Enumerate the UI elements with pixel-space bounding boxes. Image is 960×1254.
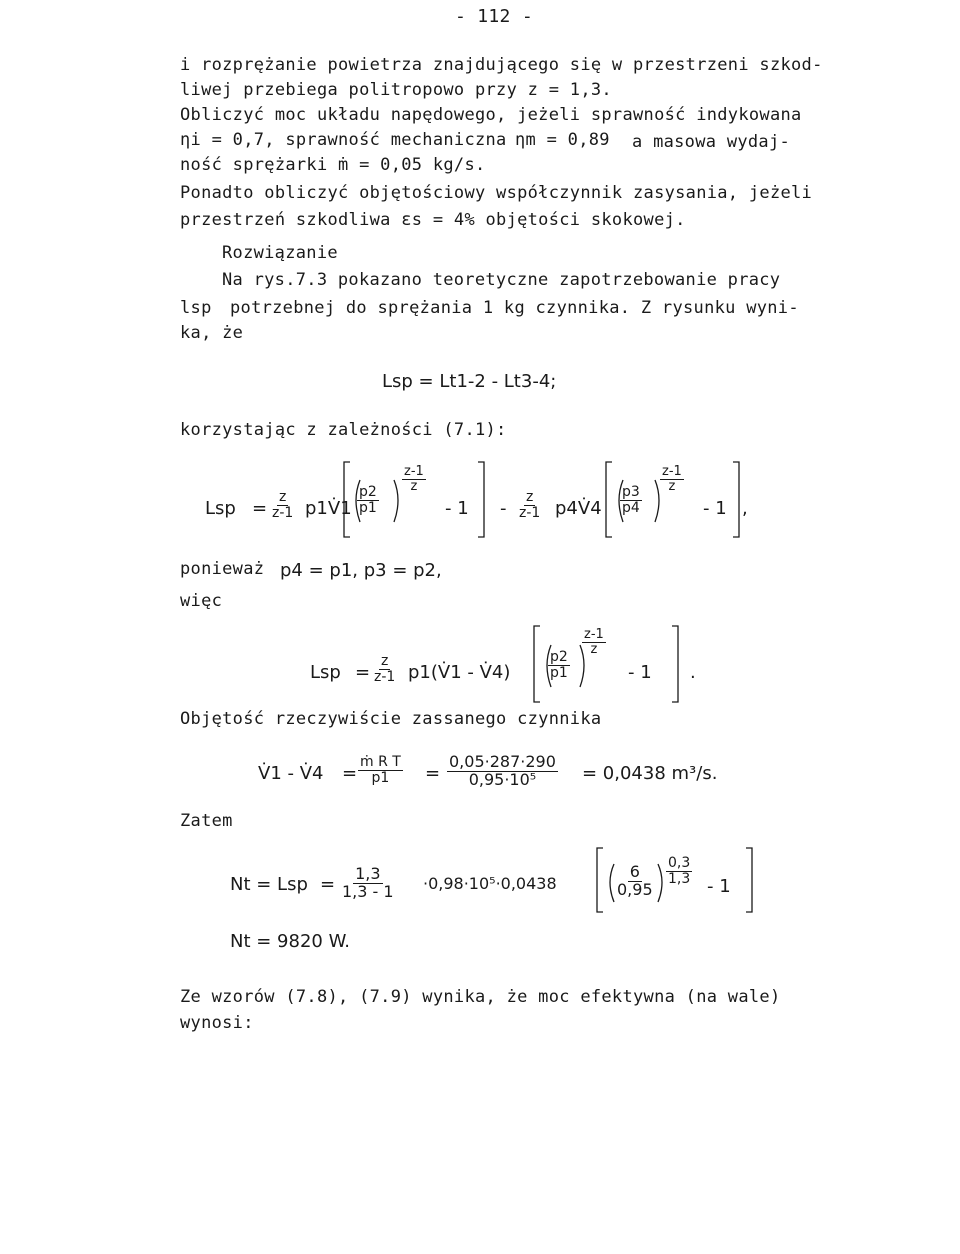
eq6-ratio-den: 0,95 [617,879,653,899]
eq6-ratio-num: 6 [629,862,640,881]
text-line-7: przestrzeń szkodliwa εs = 4% objętości skokowej. [180,210,686,230]
heading-rozwiazanie: Rozwiązanie [222,243,338,263]
text-line-9a: lsp [180,298,212,318]
equation-1: Lsp = Lt1-2 - Lt3-4; [382,371,557,392]
eq6-bracket-left [597,848,603,912]
eq2-ratio-2-den: p4 [622,499,640,516]
text-line-2: liwej przebiega politropowo przy z = 1,3. [180,80,612,100]
text-line-17: wynosi: [180,1013,254,1033]
eq5-lhs: V̇1 - V̇4 [258,763,324,784]
text-line-9b: potrzebnej do sprężania 1 kg czynnika. Z rysunku wyni- [230,298,799,318]
eq2-paren-2-right [655,480,659,522]
eq4-bracket-right [672,626,678,702]
eq2-minus-one-2: - 1 [703,498,727,519]
eq4-ratio-den: p1 [550,664,568,681]
page-number: - 112 - [455,6,533,27]
eq4-ratio-num: p2 [550,649,568,665]
text-line-14: Objętość rzeczywiście zassanego czynnika [180,709,602,729]
eq5-frac-1-num: ṁ R T [360,754,401,770]
text-line-13: więc [180,591,223,611]
eq2-paren-1-right [394,480,398,522]
eq2-minus-one-1: - 1 [445,498,469,519]
text-line-3: Obliczyć moc układu napędowego, jeżeli sprawność indykowana [180,105,802,125]
eq2-exp-2-den: z [668,478,676,494]
eq2-term2: p4V̇4 [555,498,602,519]
eq2-exp-1-num: z-1 [404,464,424,479]
eq5-equals-1: = [342,763,358,784]
eq2-bracket-2-left [606,462,612,537]
eq5-frac-1-den: p1 [371,769,390,786]
eq6-frac-den: 1,3 - 1 [342,881,394,901]
eq6-frac-num: 1,3 [355,864,381,883]
eq2-frac-1-den: z-1 [272,504,294,521]
eq2-ratio-2-num: p3 [622,484,640,500]
eq2-frac-2-den: z-1 [519,504,541,521]
eq6-mid: ·0,98·10⁵·0,0438 [423,874,557,893]
eq2-bracket-1-left [344,462,350,537]
eq5-equals-2: = [425,763,441,784]
eq4-paren-right [580,645,584,687]
eq2-paren-1-left [356,480,360,522]
text-line-10: ka, że [180,323,244,343]
eq6-tail: - 1 [707,876,731,897]
text-line-4c: a masowa wydaj- [632,132,791,152]
equation-3: p4 = p1, p3 = p2, [280,560,442,581]
eq2-term1: p1V̇1 [305,498,352,519]
eq4-frac-num: z [380,653,389,669]
eq4-minus-one: - 1 [628,662,652,683]
eq2-exp-1-den: z [410,478,418,494]
eq2-equals: = [252,498,268,519]
eq4-bracket-left [534,626,540,702]
eq2-ratio-1-den: p1 [359,499,377,516]
eq5-result: = 0,0438 m³/s. [582,763,718,784]
eq4-exp-num: z-1 [584,627,604,642]
eq2-bracket-2-right [733,462,739,537]
eq6-equals: = [320,874,336,895]
text-line-4b: ηm = 0,89 [515,130,610,150]
eq2-comma: , [742,498,748,519]
eq4-exp-den: z [590,641,598,657]
text-line-1: i rozprężanie powietrza znajdującego się w przestrzeni szkod- [180,55,823,75]
text-line-11: korzystając z zależności (7.1): [180,420,507,440]
eq6-bracket-right [746,848,752,912]
eq4-equals: = [355,662,371,683]
text-line-16: Ze wzorów (7.8), (7.9) wynika, że moc efektywna (na wale) [180,987,781,1007]
eq2-minus: - [500,498,507,519]
eq2-exp-2-num: z-1 [662,464,682,479]
eq4-period: . [690,662,696,683]
eq4-lhs: Lsp [310,662,341,683]
eq6-lhs: Nt = Lsp [230,874,308,895]
text-line-8: Na rys.7.3 pokazano teoretyczne zapotrzebowanie pracy [222,270,781,290]
text-line-5: ność sprężarki ṁ = 0,05 kg/s. [180,155,486,175]
eq6-exp-den: 1,3 [668,870,691,887]
eq4-frac-den: z-1 [374,668,396,685]
equation-7: Nt = 9820 W. [230,931,351,952]
eq2-frac-1-num: z [278,489,287,505]
eq5-frac-2-den: 0,95·10⁵ [468,769,537,789]
eq2-bracket-1-right [478,462,484,537]
eq2-paren-2-left [619,480,623,522]
text-line-4a: ηi = 0,7, sprawność mechaniczna [180,130,507,150]
eq6-paren-left [610,864,614,902]
text-line-12: ponieważ [180,559,265,579]
eq6-exp-num: 0,3 [668,855,691,871]
eq5-frac-2-num: 0,05·287·290 [449,752,556,771]
text-line-6: Ponadto obliczyć objętościowy współczynnik zasysania, jeżeli [180,183,813,203]
eq2-ratio-1-num: p2 [359,484,377,500]
eq2-lhs: Lsp [205,498,236,519]
eq4-paren-left [547,645,551,687]
eq6-paren-right [658,864,662,902]
eq2-frac-2-num: z [525,489,534,505]
eq4-term: p1(V̇1 - V̇4) [408,662,511,683]
text-line-15: Zatem [180,811,233,831]
